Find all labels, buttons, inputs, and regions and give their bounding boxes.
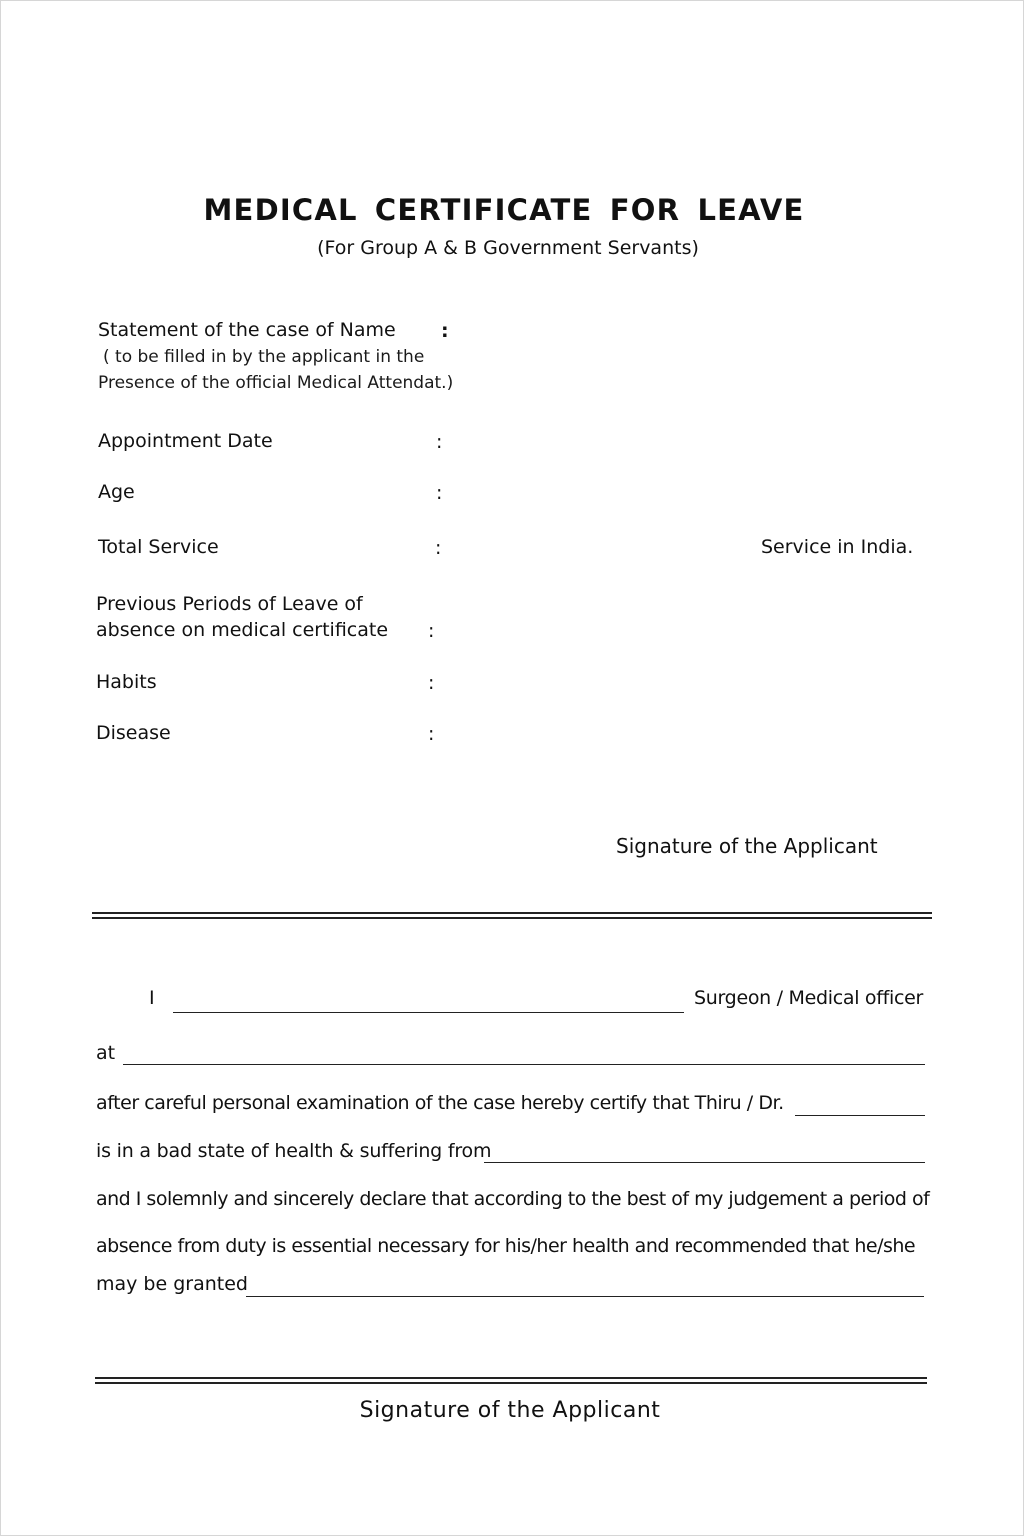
form-subtitle: (For Group A & B Government Servants) — [317, 237, 699, 259]
granted-text: may be granted — [96, 1273, 248, 1295]
disease-colon: : — [428, 723, 435, 745]
pronoun-i: I — [149, 987, 155, 1009]
statement-note-line1: ( to be filled in by the applicant in the — [103, 347, 425, 367]
applicant-signature-label: Signature of the Applicant — [616, 834, 878, 858]
bottom-divider — [95, 1377, 927, 1384]
statement-colon: : — [441, 320, 449, 342]
statement-label: Statement of the case of Name — [98, 319, 396, 341]
form-title: MEDICAL CERTIFICATE FOR LEAVE — [203, 193, 805, 227]
age-label: Age — [98, 481, 135, 503]
illness-line[interactable] — [484, 1162, 925, 1163]
total-service-label: Total Service — [98, 536, 219, 558]
leave-period-line[interactable] — [246, 1296, 924, 1297]
previous-leave-colon: : — [428, 620, 435, 642]
age-colon: : — [436, 482, 443, 504]
surgeon-label: Surgeon / Medical officer — [694, 987, 924, 1009]
appointment-date-label: Appointment Date — [98, 430, 273, 452]
examination-text: after careful personal examination of the case hereby certify that Thiru / Dr. — [96, 1092, 784, 1114]
service-in-india-label: Service in India. — [761, 536, 914, 558]
section-divider — [92, 912, 932, 919]
patient-name-line[interactable] — [795, 1115, 925, 1116]
declaration-text: and I solemnly and sincerely declare that according to the best of my judgement a period of — [96, 1188, 930, 1210]
total-service-colon: : — [435, 537, 442, 559]
previous-leave-label-line2: absence on medical certificate — [96, 619, 389, 641]
disease-label: Disease — [96, 722, 171, 744]
place-line[interactable] — [123, 1064, 925, 1065]
health-text: is in a bad state of health & suffering from — [96, 1140, 492, 1162]
at-label: at — [96, 1042, 116, 1064]
statement-note-line2: Presence of the official Medical Attendat.) — [98, 373, 454, 393]
previous-leave-label-line1: Previous Periods of Leave of — [96, 593, 363, 615]
absence-text: absence from duty is essential necessary for his/her health and recommended that he/she — [96, 1235, 916, 1257]
habits-colon: : — [428, 672, 435, 694]
doctor-name-line[interactable] — [173, 1012, 684, 1013]
appointment-date-colon: : — [436, 431, 443, 453]
bottom-signature-label: Signature of the Applicant — [359, 1398, 661, 1423]
habits-label: Habits — [96, 671, 157, 693]
